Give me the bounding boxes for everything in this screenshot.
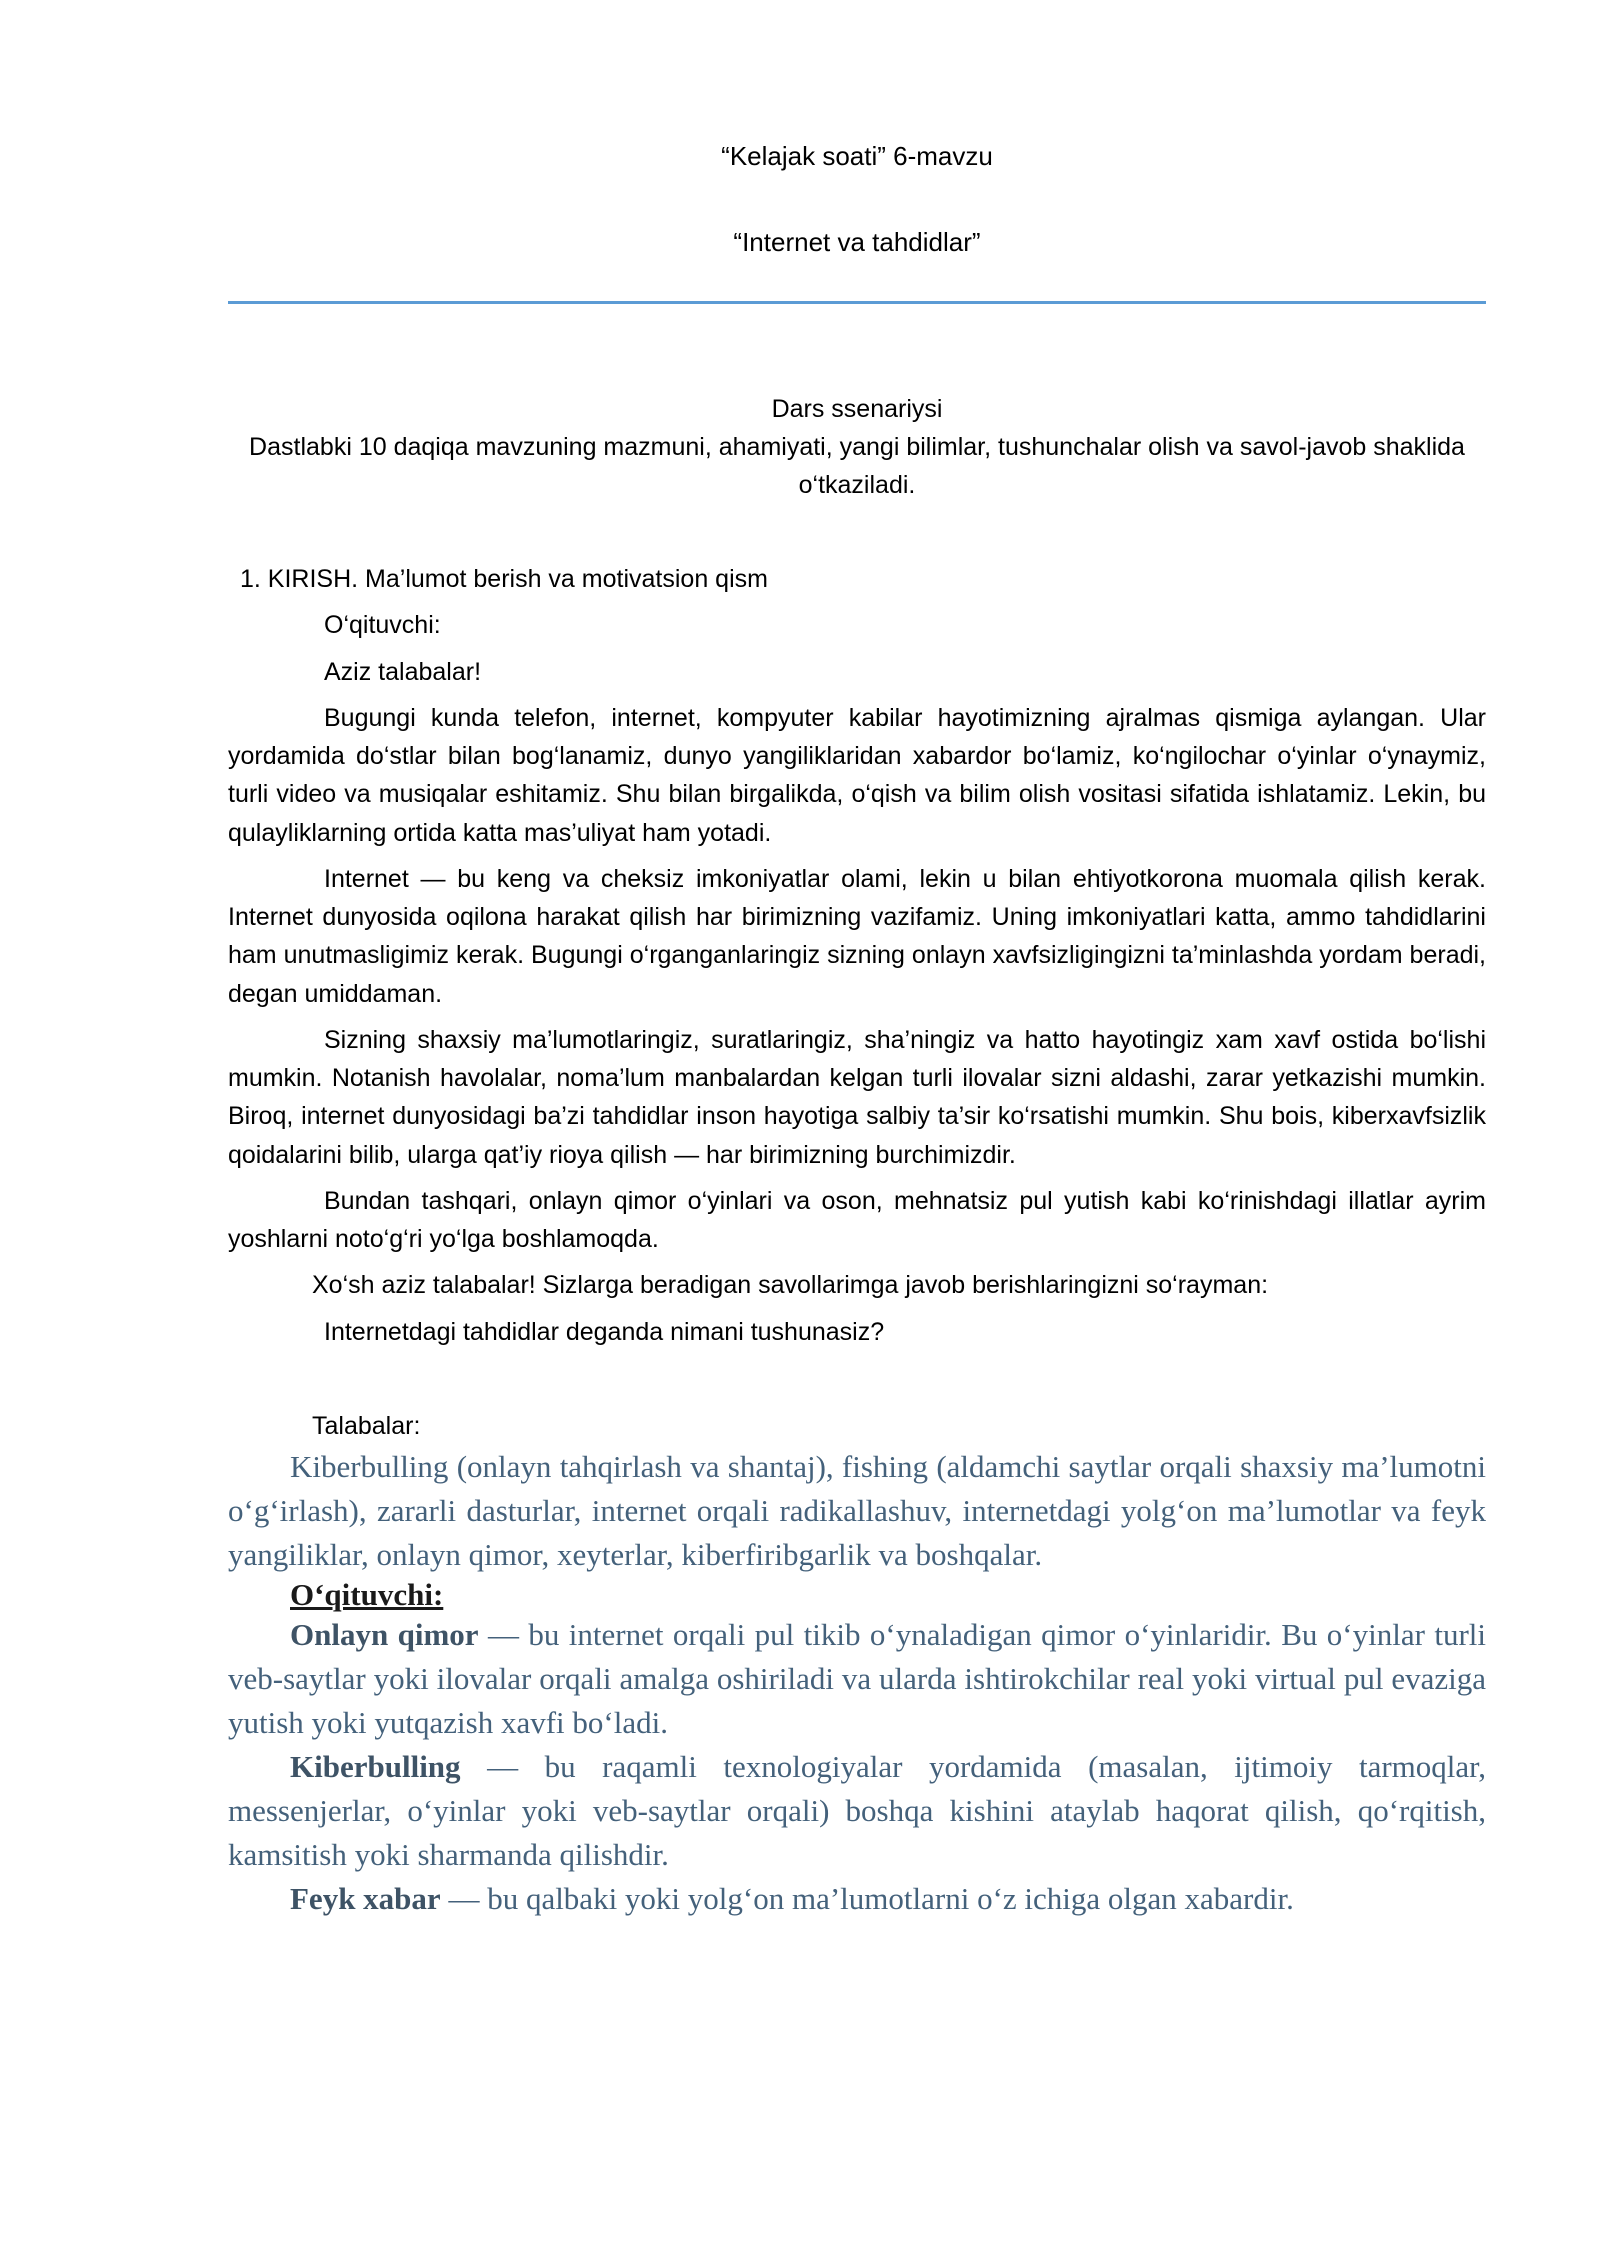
definitions-block xyxy=(228,1613,1486,1921)
definition-item xyxy=(228,1613,1486,1745)
document-title-secondary: “Internet va tahdidlar” xyxy=(733,226,981,257)
teacher-label-intro: O‘qituvchi: xyxy=(324,611,441,640)
ask-students-line: Xo‘sh aziz talabalar! Sizlarga beradigan savollarimga javob berishlaringizni so‘rayman: xyxy=(312,1271,1269,1300)
definition-term: Feyk xabar xyxy=(290,1881,441,1917)
intro-paragraph-1: Bugungi kunda telefon, internet, kompyuter kabilar hayotimizning ajralmas qismiga aylangan. Ular yordamida do‘stlar bilan bog‘lanamiz, dunyo yangiliklaridan xabardor bo‘lamiz, ko‘ngilochar o‘yinlar o‘ynaymiz, turli video va musiqalar eshitamiz. Shu bilan birgalikda, o‘qish va bilim olish vositasi sifatida ishlatamiz. Lekin, bu qulayliklarning ortida katta mas’uliyat ham yotadi. xyxy=(228,703,1486,847)
definition-dash: — xyxy=(440,1881,488,1917)
students-label: Talabalar: xyxy=(312,1411,421,1440)
teacher-label-2-row xyxy=(228,1577,1486,1613)
scenario-description: Dastlabki 10 daqiqa mavzuning mazmuni, ahamiyati, yangi bilimlar, tushunchalar olish va savol-javob shaklida o‘tkaziladi. xyxy=(249,433,1465,499)
intro-paragraph-4: Bundan tashqari, onlayn qimor o‘yinlari va oson, mehnatsiz pul yutish kabi ko‘rinishdagi illatlar ayrim yoshlarni noto‘g‘ri yo‘lga boshlamoqda. xyxy=(228,1186,1486,1253)
section-introduction xyxy=(228,560,1486,1445)
definition-item xyxy=(228,1745,1486,1877)
definition-item xyxy=(228,1877,1486,1921)
students-answer-text: Kiberbulling (onlayn tahqirlash va shantaj), fishing (aldamchi saytlar orqali shaxsiy ma’lumotni o‘g‘irlash), zararli dasturlar, internet orqali radikallashuv, internetdagi yolg‘on ma’lumotlar va feyk yangiliklar, onlayn qimor, xeyterlar, kiberfiribgarlik va boshqalar. xyxy=(228,1449,1486,1573)
definition-term: Onlayn qimor xyxy=(290,1617,479,1653)
teacher-label-2: O‘qituvchi: xyxy=(290,1577,444,1613)
definition-dash: — xyxy=(478,1617,529,1653)
scenario-heading: Dars ssenariysi xyxy=(771,395,943,423)
header-divider-rule xyxy=(228,301,1486,304)
definition-term: Kiberbulling xyxy=(290,1749,461,1785)
definition-dash: — xyxy=(460,1749,545,1785)
question-item-1: Internetdagi tahdidlar deganda nimani tushunasiz? xyxy=(324,1317,885,1346)
students-answer-block xyxy=(228,1445,1486,1577)
title-block xyxy=(228,0,1486,258)
document-content xyxy=(228,0,1486,1921)
definition-text: bu qalbaki yoki yolg‘on ma’lumotlarni o‘z ichiga olgan xabardir. xyxy=(487,1881,1294,1917)
definition-text: bu internet orqali pul tikib o‘ynaladigan qimor o‘yinlaridir. Bu o‘yinlar turli veb-saytlar yoki ilovalar orqali amalga oshiriladi va ularda ishtirokchilar real yoki virtual pul evaziga yutish yoki yutqazish xavfi bo‘ladi. xyxy=(228,1617,1486,1741)
greeting-line: Aziz talabalar! xyxy=(324,657,482,686)
intro-paragraph-3: Sizning shaxsiy ma’lumotlaringiz, suratlaringiz, sha’ningiz va hatto hayotingiz xam xavf ostida bo‘lishi mumkin. Notanish havolalar, noma’lum manbalardan kelgan turli ilovalar sizni aldashi, zarar yetkazishi mumkin. Biroq, internet dunyosidagi ba’zi tahdidlar inson hayotiga salbiy ta’sir ko‘rsatishi mumkin. Shu bois, kiberxavfsizlik qoidalarini bilib, ularga qat’iy rioya qilish — har birimizning burchimizdir. xyxy=(228,1025,1486,1169)
lesson-scenario-block xyxy=(228,390,1486,504)
section-1-heading: 1. KIRISH. Ma’lumot berish va motivatsion qism xyxy=(240,565,768,593)
definition-text: bu raqamli texnologiyalar yordamida (masalan, ijtimoiy tarmoqlar, messenjerlar, o‘yinlar yoki veb-saytlar orqali) boshqa kishini ataylab haqorat qilish, qo‘rqitish, kamsitish yoki sharmanda qilishdir. xyxy=(228,1749,1486,1873)
document-title-primary: “Kelajak soati” 6-mavzu xyxy=(721,141,993,171)
intro-paragraph-2: Internet — bu keng va cheksiz imkoniyatlar olami, lekin u bilan ehtiyotkorona muomala qilish kerak. Internet dunyosida oqilona harakat qilish har birimizning vazifamiz. Uning imkoniyatlari katta, ammo tahdidlarini ham unutmasligimiz kerak. Bugungi o‘rganganlaringiz sizning onlayn xavfsizligingizni ta’minlashda yordam beradi, degan umiddaman. xyxy=(228,864,1486,1008)
